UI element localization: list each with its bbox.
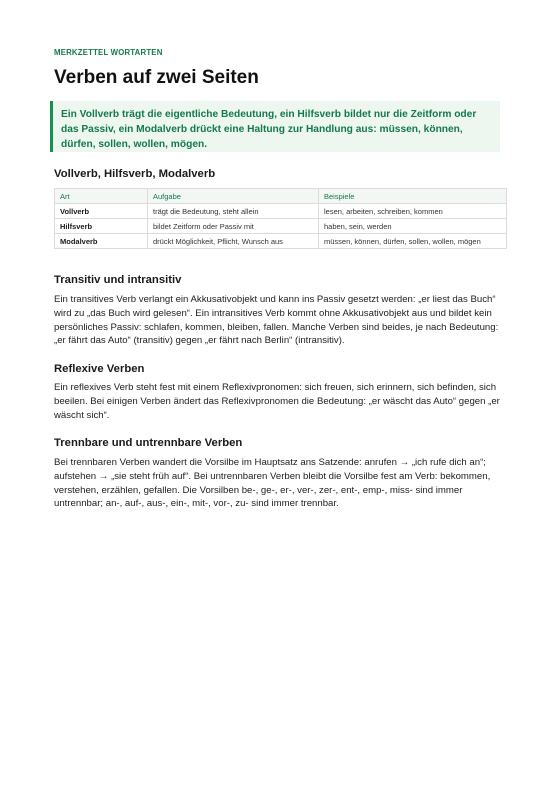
column-header-beispiele: Beispiele <box>319 189 507 204</box>
table-row <box>55 204 507 219</box>
eyebrow-label: MERKZETTEL WORTARTEN <box>54 48 163 57</box>
section-text-reflexiv: Ein reflexives Verb steht fest mit einem Reflexivpronomen: sich freuen, sich erinnern, sich befinden, sich beeilen. Bei einigen Verben ändert das Reflexivpronomen die Bedeutung: „er wäscht das Auto“ gegen „er wäscht sich“. <box>54 382 500 421</box>
table-row <box>55 234 507 249</box>
table-cell-beispiele: lesen, arbeiten, schreiben, kommen <box>319 204 507 219</box>
table-row <box>55 219 507 234</box>
table-cell-aufgabe: bildet Zeitform oder Passiv mit <box>148 219 319 234</box>
section-heading-reflexiv: Reflexive Verben <box>54 363 145 375</box>
table-cell-aufgabe: trägt die Bedeutung, steht allein <box>148 204 319 219</box>
table-cell-art: Modalverb <box>55 234 148 249</box>
table-cell-beispiele: haben, sein, werden <box>319 219 507 234</box>
table-header-row <box>55 189 507 204</box>
table-cell-art: Hilfsverb <box>55 219 148 234</box>
table-heading: Vollverb, Hilfsverb, Modalverb <box>54 168 216 180</box>
column-header-art: Art <box>55 189 148 204</box>
section-heading-transitiv: Transitiv und intransitiv <box>54 274 182 286</box>
column-header-aufgabe: Aufgabe <box>148 189 319 204</box>
section-text-trennbar: Bei trennbaren Verben wandert die Vorsilbe im Hauptsatz ans Satzende: anrufen → „ich rufe dich an“; aufstehen → „sie steht früh auf“. Bei untrennbaren Verben bleibt die Vorsilbe fest am Verb: bekommen, verstehen, erzählen, gefallen. Die Vorsilben be-, ge-, er-, ver-, zer-, ent-, emp-, miss- sind immer untrennbar; an-, auf-, aus-, ein-, mit-, vor-, zu- sind immer trennbar. <box>54 457 491 510</box>
verb-types-table <box>54 188 507 249</box>
table-cell-beispiele: müssen, können, dürfen, sollen, wollen, mögen <box>319 234 507 249</box>
table-cell-art: Vollverb <box>55 204 148 219</box>
section-text-transitiv: Ein transitives Verb verlangt ein Akkusativobjekt und kann ins Passiv gesetzt werden: „er liest das Buch“ wird zu „das Buch wird gelesen“. Ein intransitives Verb kommt ohne Akkusativobjekt aus und bildet kein persönliches Passiv: schlafen, kommen, bleiben, fallen. Manche Verben sind beides, je nach Bedeutung: „er fährt das Auto“ (transitiv) gegen „er fährt nach Berlin“ (intransitiv). <box>54 294 499 347</box>
page-title: Verben auf zwei Seiten <box>54 67 259 88</box>
section-heading-trennbar: Trennbare und untrennbare Verben <box>54 437 243 449</box>
summary-callout: Ein Vollverb trägt die eigentliche Bedeutung, ein Hilfsverb bildet nur die Zeitform oder das Passiv, ein Modalverb drückt eine Haltung zur Handlung aus: müssen, können, dürfen, sollen, wollen, mögen. <box>50 101 500 152</box>
table-cell-aufgabe: drückt Möglichkeit, Pflicht, Wunsch aus <box>148 234 319 249</box>
